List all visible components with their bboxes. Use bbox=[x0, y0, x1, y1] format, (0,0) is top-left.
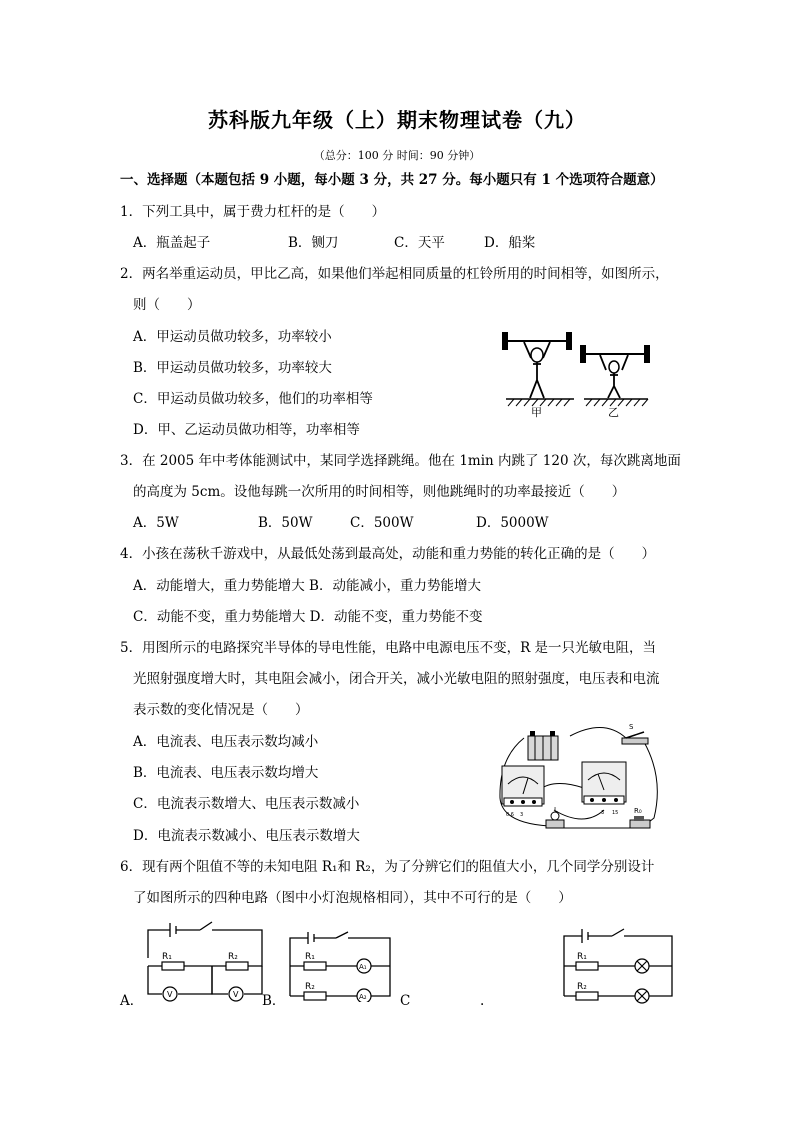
q2-option-d: D．甲、乙运动员做功相等，功率相等 bbox=[133, 422, 360, 438]
circuit-a-diagram bbox=[140, 918, 270, 1008]
q4-options-cd: C．动能不变，重力势能增大 D．动能不变，重力势能不变 bbox=[133, 609, 483, 625]
ammeter-a2-label: A₂ bbox=[359, 993, 367, 1001]
r2-label: R₂ bbox=[577, 982, 587, 992]
exam-info: （总分：100 分 时间：90 分钟） bbox=[313, 149, 481, 162]
q1-option-b: B．铡刀 bbox=[288, 235, 339, 251]
ammeter-a1-label: A₁ bbox=[359, 963, 367, 971]
page-title: 苏科版九年级（上）期末物理试卷（九） bbox=[208, 108, 586, 132]
r2-label: R₂ bbox=[228, 952, 238, 962]
circuit-photo-figure bbox=[494, 718, 666, 833]
figure-label-yi: 乙 bbox=[608, 406, 619, 418]
q6-option-c-label: C bbox=[400, 993, 411, 1009]
circuit-b-diagram bbox=[286, 930, 398, 1002]
resistor-r0-label: R₀ bbox=[634, 807, 642, 815]
q3-stem: 3．在 2005 年中考体能测试中，某同学选择跳绳。他在 1min 内跳了 120 次，每次跳离地面 bbox=[120, 453, 681, 469]
r1-label: R₁ bbox=[577, 952, 587, 962]
voltmeter-tick-label: 3 bbox=[601, 810, 605, 816]
q1-option-d: D．船桨 bbox=[484, 235, 536, 251]
q1-option-c: C．天平 bbox=[394, 235, 445, 251]
q6-option-d-label: . bbox=[480, 993, 485, 1009]
q3-option-d: D．5000W bbox=[476, 515, 549, 531]
voltmeter-tick-label: 15 bbox=[612, 810, 619, 816]
q1-option-a: A．瓶盖起子 bbox=[133, 235, 211, 251]
section-heading: 一、选择题（本题包括 9 小题，每小题 3 分，共 27 分。每小题只有 1 个选项符合题意） bbox=[120, 172, 664, 188]
q5-stem-cont2: 表示数的变化情况是（ ） bbox=[133, 702, 309, 718]
q6-stem-cont: 了如图所示的四种电路（图中小灯泡规格相同），其中不可行的是（ ） bbox=[133, 890, 572, 906]
q5-option-a: A．电流表、电压表示数均减小 bbox=[133, 734, 319, 750]
switch-label: S bbox=[629, 723, 634, 731]
r1-label: R₁ bbox=[305, 952, 315, 962]
voltmeter-label: V bbox=[233, 990, 239, 999]
q2-option-c: C．甲运动员做功较多，他们的功率相等 bbox=[133, 391, 373, 407]
q4-stem: 4．小孩在荡秋千游戏中，从最低处荡到最高处，动能和重力势能的转化正确的是（ ） bbox=[120, 546, 656, 562]
q5-option-c: C．电流表示数增大、电压表示数减小 bbox=[133, 796, 360, 812]
q5-stem: 5．用图所示的电路探究半导体的导电性能，电路中电源电压不变，R 是一只光敏电阻，当 bbox=[120, 640, 657, 656]
q5-option-b: B．电流表、电压表示数均增大 bbox=[133, 765, 319, 781]
q3-stem-cont: 的高度为 5cm。设他每跳一次所用的时间相等，则他跳绳时的功率最接近（ ） bbox=[133, 484, 626, 500]
q2-option-b: B．甲运动员做功较多，功率较大 bbox=[133, 360, 332, 376]
q6-stem: 6．现有两个阻值不等的未知电阻 R₁和 R₂，为了分辨它们的阻值大小，几个同学分别设计 bbox=[120, 859, 655, 875]
q2-option-a: A．甲运动员做功较多，功率较小 bbox=[133, 329, 332, 345]
q4-options-ab: A．动能增大，重力势能增大 B．动能减小，重力势能增大 bbox=[133, 578, 481, 594]
ammeter-tick-label: 3 bbox=[520, 812, 524, 818]
q3-option-c: C．500W bbox=[350, 515, 414, 531]
figure-label-jia: 甲 bbox=[531, 406, 542, 418]
q6-option-a-label: A． bbox=[120, 993, 144, 1009]
voltmeter-label: V bbox=[167, 990, 173, 999]
q3-option-b: B．50W bbox=[258, 515, 313, 531]
q1-stem: 1．下列工具中，属于费力杠杆的是（ ） bbox=[120, 204, 386, 220]
q5-option-d: D．电流表示数减小、电压表示数增大 bbox=[133, 828, 360, 844]
circuit-d-diagram bbox=[556, 924, 676, 1004]
q2-stem-cont: 则（ ） bbox=[133, 297, 201, 313]
r1-label: R₁ bbox=[162, 952, 172, 962]
lamp-label: L bbox=[554, 806, 558, 814]
q6-option-b-label: B． bbox=[262, 993, 286, 1009]
ammeter-tick-label: 0.6 bbox=[506, 812, 514, 818]
q5-stem-cont: 光照射强度增大时，其电阻会减小，闭合开关，减小光敏电阻的照射强度，电压表和电流 bbox=[133, 671, 660, 687]
r2-label: R₂ bbox=[305, 982, 315, 992]
q2-stem: 2．两名举重运动员，甲比乙高，如果他们举起相同质量的杠铃所用的时间相等，如图所示， bbox=[120, 266, 669, 282]
q3-option-a: A．5W bbox=[133, 515, 179, 531]
weightlifter-figure bbox=[498, 328, 678, 418]
